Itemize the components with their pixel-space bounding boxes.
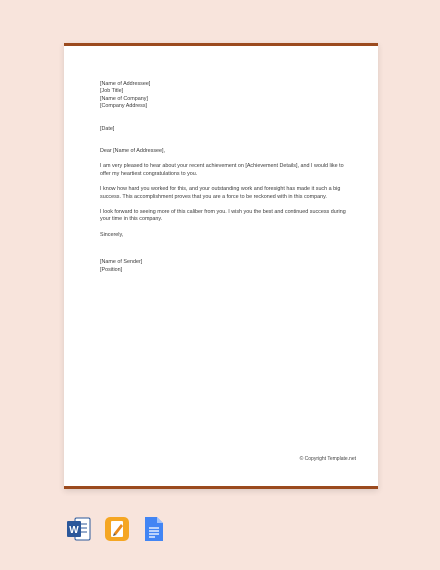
svg-text:W: W bbox=[69, 525, 79, 536]
google-docs-icon[interactable] bbox=[144, 516, 164, 542]
letter-closing: Sincerely, bbox=[100, 231, 124, 238]
letter-salutation: Dear [Name of Addressee], bbox=[100, 148, 166, 155]
letter-paragraph: I look forward to seeing more of this caliber from you. I wish you the best and continued success during your time in this company. bbox=[100, 209, 346, 223]
letter-paragraph: I am very pleased to hear about your recent achievement on [Achievement Details], and I would like to offer my heartiest congratulations to you. bbox=[100, 163, 344, 177]
letter-paragraph: I know how hard you worked for this, and your outstanding work and foresight has made it such a big success. This accomplishment proves that you are a force to be reckoned with in this company. bbox=[100, 186, 341, 200]
address-line: [Job Title] bbox=[100, 88, 124, 95]
letter-body bbox=[100, 81, 350, 274]
letter-page bbox=[64, 43, 378, 489]
address-line: [Name of Addressee] bbox=[100, 81, 151, 87]
address-line: [Name of Company] bbox=[100, 95, 148, 102]
word-icon[interactable] bbox=[66, 516, 92, 542]
pages-icon[interactable] bbox=[104, 516, 130, 542]
copyright-text: © Copyright Template.net bbox=[299, 456, 356, 462]
sender-line: [Position] bbox=[100, 266, 123, 273]
address-line: [Company Address] bbox=[100, 103, 148, 110]
sender-line: [Name of Sender] bbox=[100, 259, 143, 266]
letter-date: [Date] bbox=[100, 125, 115, 132]
